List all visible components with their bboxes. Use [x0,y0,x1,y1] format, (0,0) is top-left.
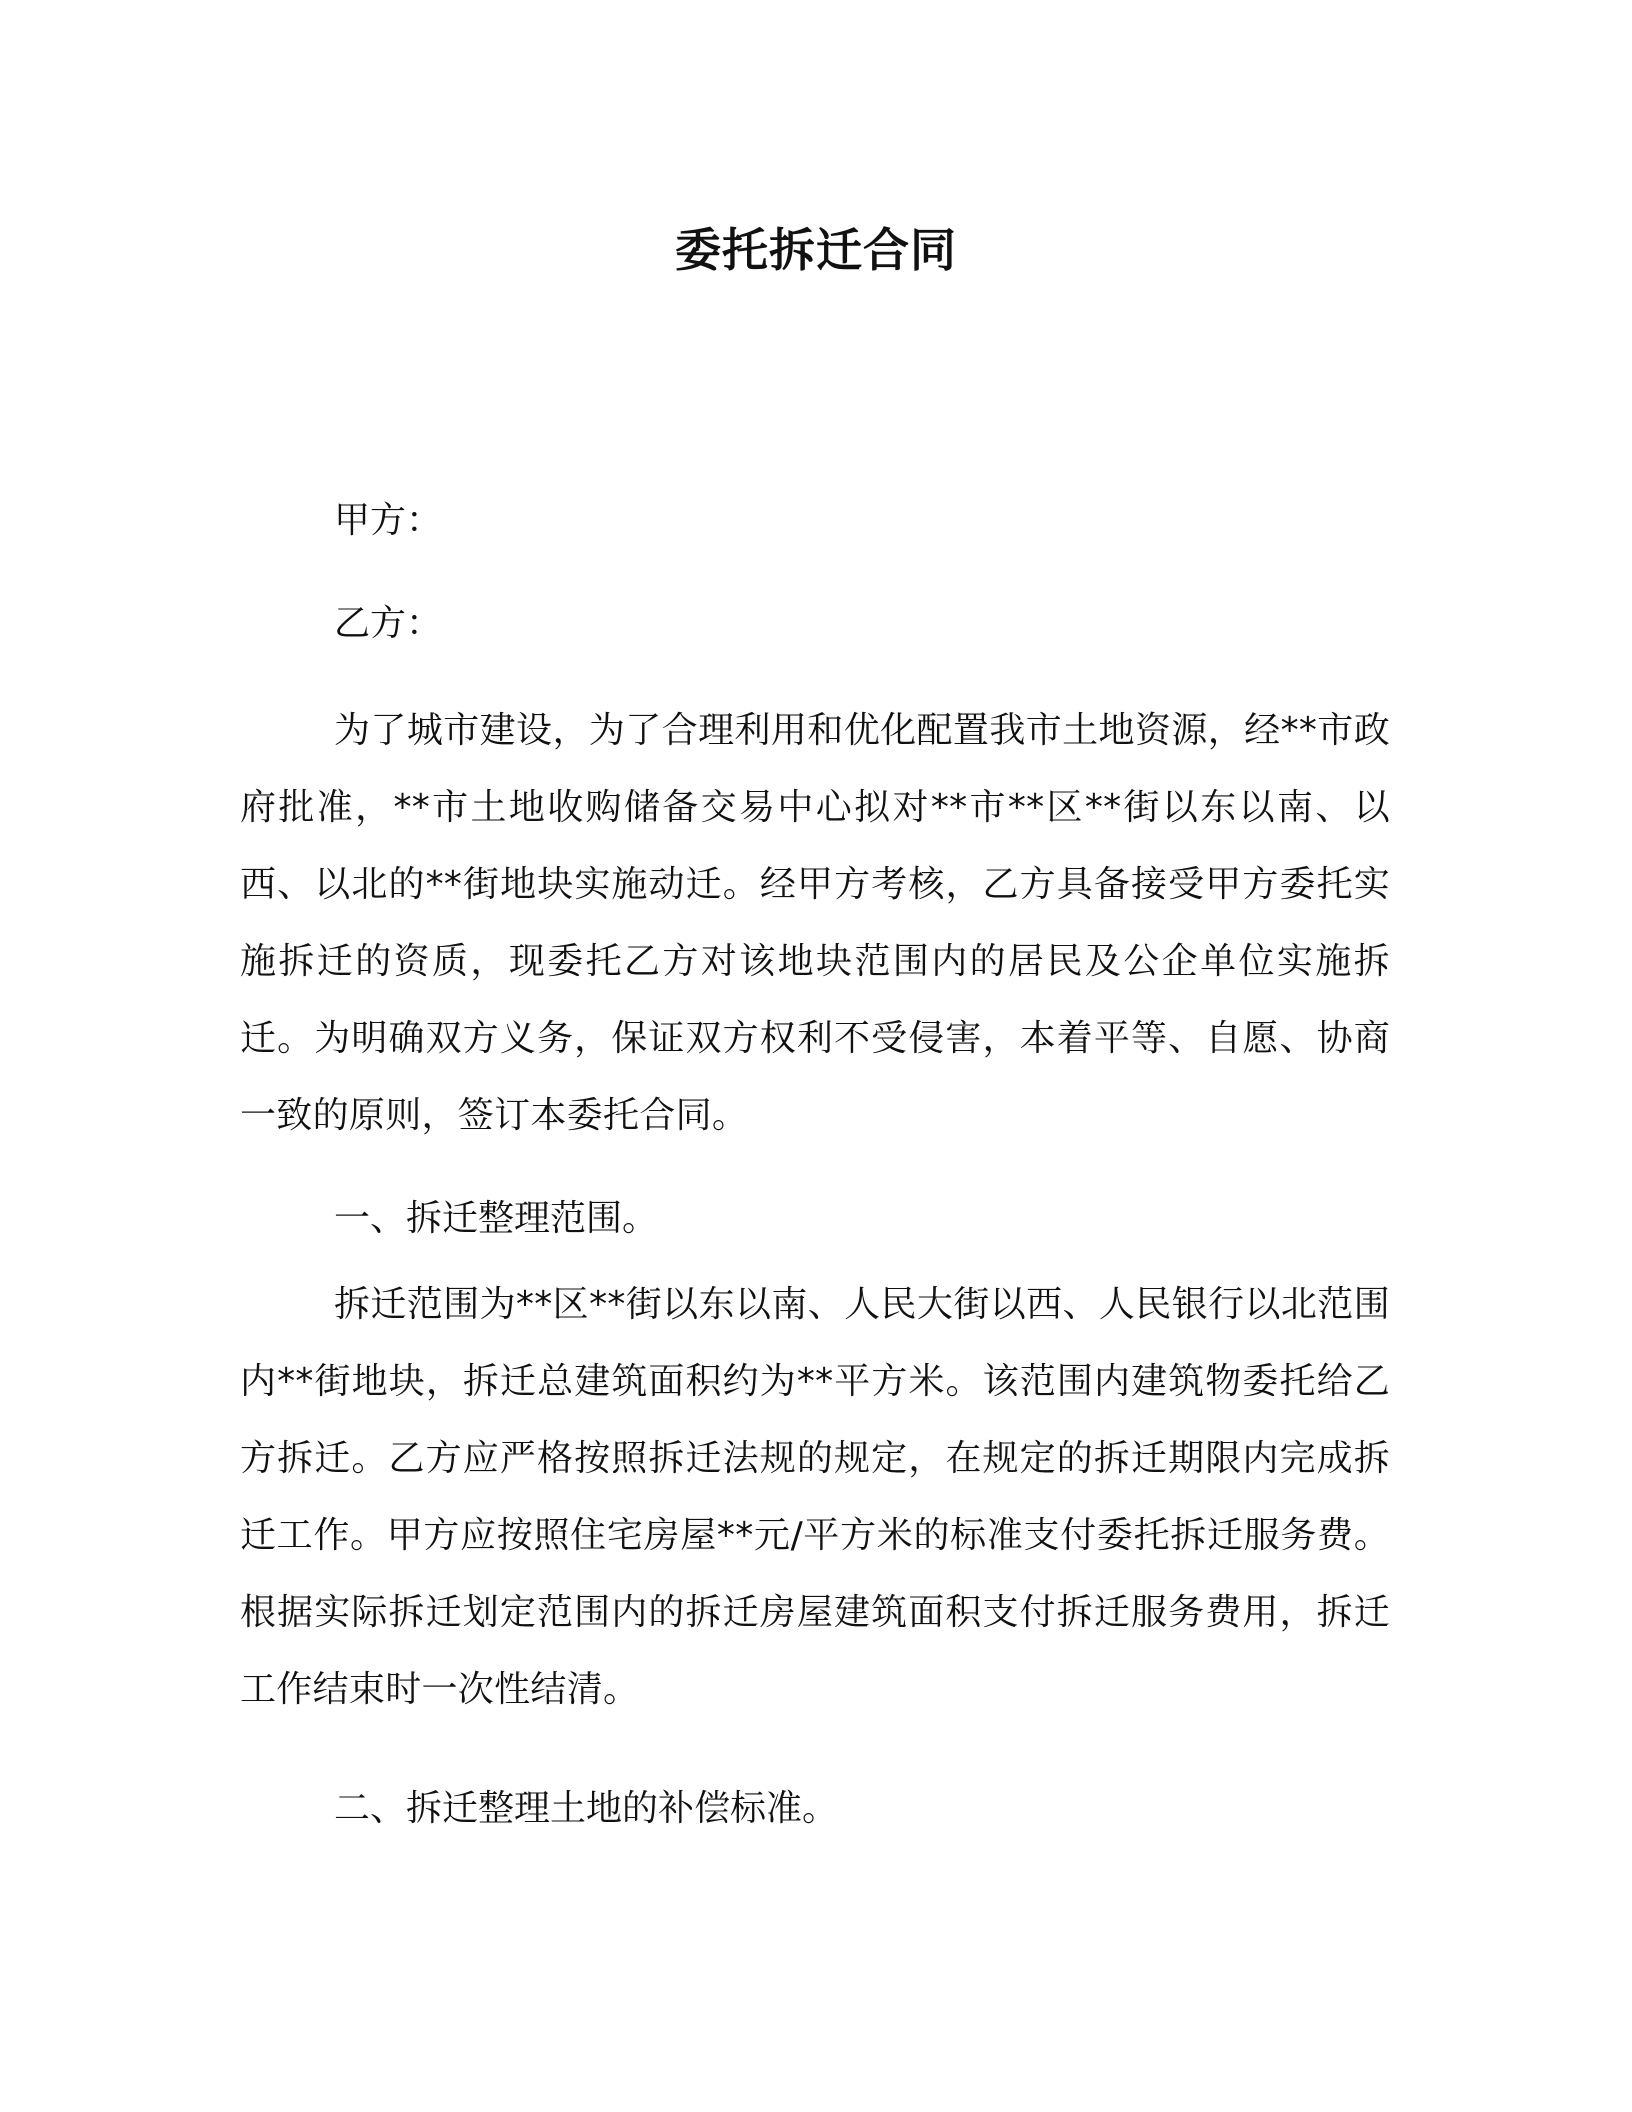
section-heading: 二、拆迁整理土地的补偿标准。 [334,1788,839,1829]
party-a-label: 甲方： [334,500,443,541]
document-title: 委托拆迁合同 [675,223,957,277]
intro-paragraph: 为了城市建设，为了合理利用和优化配置我市土地资源，经**市政府批准，**市土地收购储备交易中心拟对**市**区**街以东以南、以西、以北的**街地块实施动迁。经甲方考核，乙方具备接受甲方委托实施拆迁的资质，现委托乙方对该地块范围内的居民及公企单位实施拆迁。为明确双方义务，保证双方权利不受侵害，本着平等、自愿、协商一致的原则，签订本委托合同。 [240,710,1390,1136]
party-b-label: 乙方： [334,603,443,644]
section-heading: 一、拆迁整理范围。 [334,1198,659,1239]
section-body-paragraph: 拆迁范围为**区**街以东以南、人民大街以西、人民银行以北范围内**街地块，拆迁总建筑面积约为**平方米。该范围内建筑物委托给乙方拆迁。乙方应严格按照拆迁法规的规定，在规定的拆迁期限内完成拆迁工作。甲方应按照住宅房屋**元/平方米的标准支付委托拆迁服务费。根据实际拆迁划定范围内的拆迁房屋建筑面积支付拆迁服务费用，拆迁工作结束时一次性结清。 [240,1284,1390,1710]
